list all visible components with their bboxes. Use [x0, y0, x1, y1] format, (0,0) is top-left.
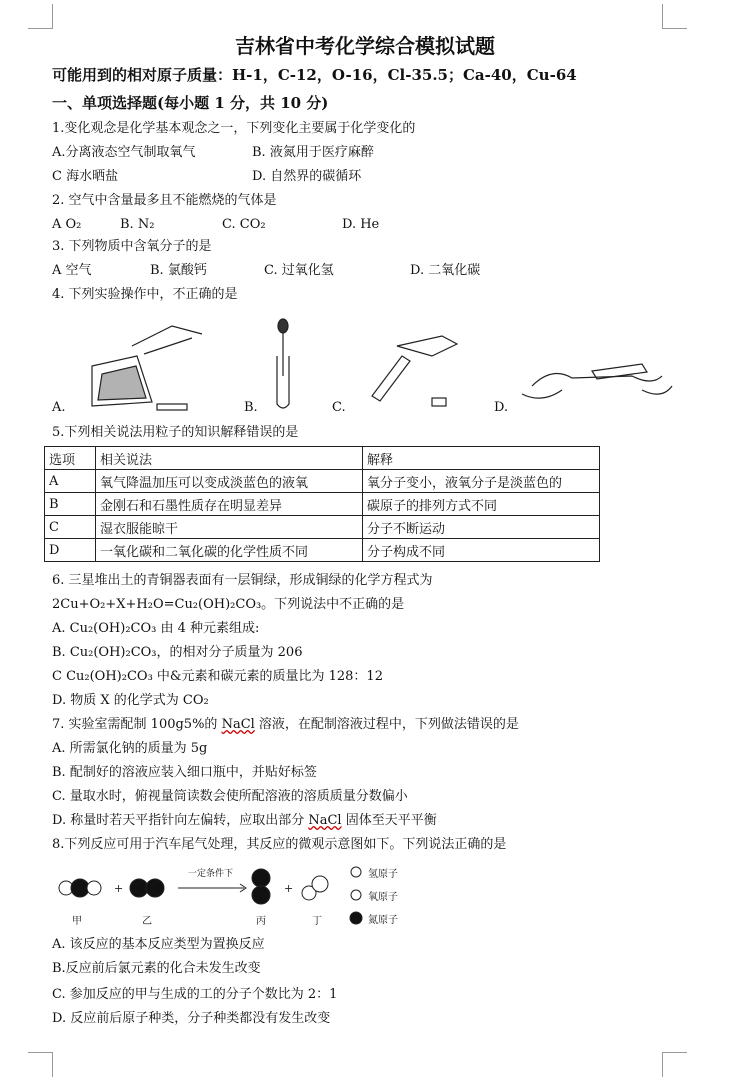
table-cell: 分子不断运动: [363, 516, 600, 539]
q2-stem: 2. 空气中含量最多且不能燃烧的气体是: [52, 193, 277, 208]
q6-stem: 6. 三星堆出土的青铜器表面有一层铜绿，形成铜绿的化学方程式为: [52, 573, 433, 588]
q8-option-a: A. 该反应的基本反应类型为置换反应: [52, 937, 265, 952]
q7-option-d-pre: D. 称量时若天平指针向左偏转，应取出部分: [52, 813, 309, 828]
table-row: [45, 516, 600, 539]
q8-legend-oxygen: 氧原子: [368, 892, 398, 903]
q2-option-d: D. He: [342, 217, 380, 232]
q6-equation: 2Cu+O₂+X+H₂O=Cu₂(OH)₂CO₃。下列说法中不正确的是: [52, 597, 405, 612]
table-header-row: [45, 447, 600, 470]
corner-mark-bottom-left: [28, 1052, 53, 1077]
lab-operations-illustration: [52, 316, 692, 416]
q8-option-c: C. 参加反应的甲与生成的工的分子个数比为 2：1: [52, 987, 338, 1002]
svg-text:+: +: [114, 882, 124, 895]
table-header-cell: 选项: [45, 447, 96, 470]
q6-option-c: C Cu₂(OH)₂CO₃ 中&元素和碳元素的质量比为 128：12: [52, 669, 383, 684]
q8-label-bing: 丙: [256, 916, 266, 927]
svg-text:+: +: [284, 882, 294, 895]
q7-stem-pre: 7. 实验室需配制 100g5%的: [52, 717, 222, 732]
q7-option-d: [52, 812, 437, 830]
q4-label-b: B.: [244, 400, 258, 415]
q8-reaction-diagram: [56, 864, 436, 930]
table-cell: 氧分子变小，液氧分子是淡蓝色的: [363, 470, 600, 493]
q1-option-a: A.分离液态空气制取氧气: [52, 145, 196, 160]
q8-label-yi: 乙: [142, 916, 152, 927]
q4-label-c: C.: [332, 400, 346, 415]
q3-option-a: A 空气: [52, 263, 92, 278]
q4-stem: 4. 下列实验操作中，不正确的是: [52, 287, 238, 302]
q8-condition: 一定条件下: [188, 869, 234, 879]
table-cell: D: [45, 539, 96, 562]
table-row: [45, 470, 600, 493]
q3-stem: 3. 下列物质中含氧分子的是: [52, 239, 212, 254]
q2-option-a: A O₂: [52, 217, 82, 232]
corner-mark-bottom-right: [662, 1052, 687, 1077]
q7-option-c: C. 量取水时，俯视量筒读数会使所配溶液的溶质质量分数偏小: [52, 789, 408, 804]
q8-label-ding: 丁: [312, 916, 322, 927]
q8-option-d: D. 反应前后原子种类，分子种类都没有发生改变: [52, 1011, 331, 1026]
atomic-masses: 可能用到的相对原子质量：H-1，C-12，O-16，Cl-35.5；Ca-40，Cu-64: [52, 66, 577, 84]
table-row: [45, 493, 600, 516]
table-cell: A: [45, 470, 96, 493]
table-cell: C: [45, 516, 96, 539]
q5-stem: 5.下列相关说法用粒子的知识解释错误的是: [52, 425, 299, 440]
corner-mark-top-left: [28, 4, 53, 29]
table-cell: 分子构成不同: [363, 539, 600, 562]
q2-option-c: C. CO₂: [222, 217, 266, 232]
q8-stem: 8.下列反应可用于汽车尾气处理，其反应的微观示意图如下。下列说法正确的是: [52, 837, 507, 852]
q1-option-b: B. 液氮用于医疗麻醉: [252, 145, 374, 160]
table-header-cell: 相关说法: [96, 447, 363, 470]
q2-option-b: B. N₂: [120, 217, 155, 232]
section-heading: 一、单项选择题(每小题 1 分，共 10 分): [52, 94, 329, 112]
q8-option-b: B.反应前后氯元素的化合未发生改变: [52, 961, 261, 976]
q7-option-d-post: 固体至天平平衡: [341, 813, 437, 828]
q1-option-c: C 海水晒盐: [52, 169, 119, 184]
q4-label-d: D.: [494, 400, 509, 415]
q7-stem-nacl: NaCl: [221, 717, 255, 732]
q1-option-d: D. 自然界的碳循环: [252, 169, 362, 184]
q7-stem: [52, 716, 519, 734]
q7-option-a: A. 所需氯化钠的质量为 5g: [52, 741, 208, 756]
q8-legend-nitrogen: 氮原子: [368, 915, 398, 926]
q8-label-jia: 甲: [72, 916, 82, 927]
table-cell: 湿衣服能晾干: [96, 516, 363, 539]
q1-stem: 1.变化观念是化学基本观念之一，下列变化主要属于化学变化的: [52, 121, 416, 136]
table-cell: 一氧化碳和二氧化碳的化学性质不同: [96, 539, 363, 562]
q7-stem-post: 溶液，在配制溶液过程中，下列做法错误的是: [254, 717, 519, 732]
q4-label-a: A.: [52, 400, 66, 415]
q3-option-d: D. 二氧化碳: [410, 263, 481, 278]
q7-option-d-nacl: NaCl: [308, 813, 342, 828]
q6-option-b: B. Cu₂(OH)₂CO₃，的相对分子质量为 206: [52, 645, 303, 660]
q6-option-d: D. 物质 X 的化学式为 CO₂: [52, 693, 209, 708]
corner-mark-top-right: [662, 4, 687, 29]
q3-option-c: C. 过氧化氢: [264, 263, 334, 278]
page-title: 吉林省中考化学综合模拟试题: [235, 34, 495, 58]
table-cell: 金刚石和石墨性质存在明显差异: [96, 493, 363, 516]
q4-figures: [52, 316, 692, 416]
q3-option-b: B. 氯酸钙: [150, 263, 207, 278]
q7-option-b: B. 配制好的溶液应装入细口瓶中，并贴好标签: [52, 765, 317, 780]
q8-legend-hydrogen: 氢原子: [368, 869, 398, 880]
q5-table: [44, 446, 600, 562]
q6-option-a: A. Cu₂(OH)₂CO₃ 由 4 种元素组成:: [52, 621, 260, 636]
table-cell: 碳原子的排列方式不同: [363, 493, 600, 516]
table-cell: 氧气降温加压可以变成淡蓝色的液氧: [96, 470, 363, 493]
table-header-cell: 解释: [363, 447, 600, 470]
table-row: [45, 539, 600, 562]
table-cell: B: [45, 493, 96, 516]
